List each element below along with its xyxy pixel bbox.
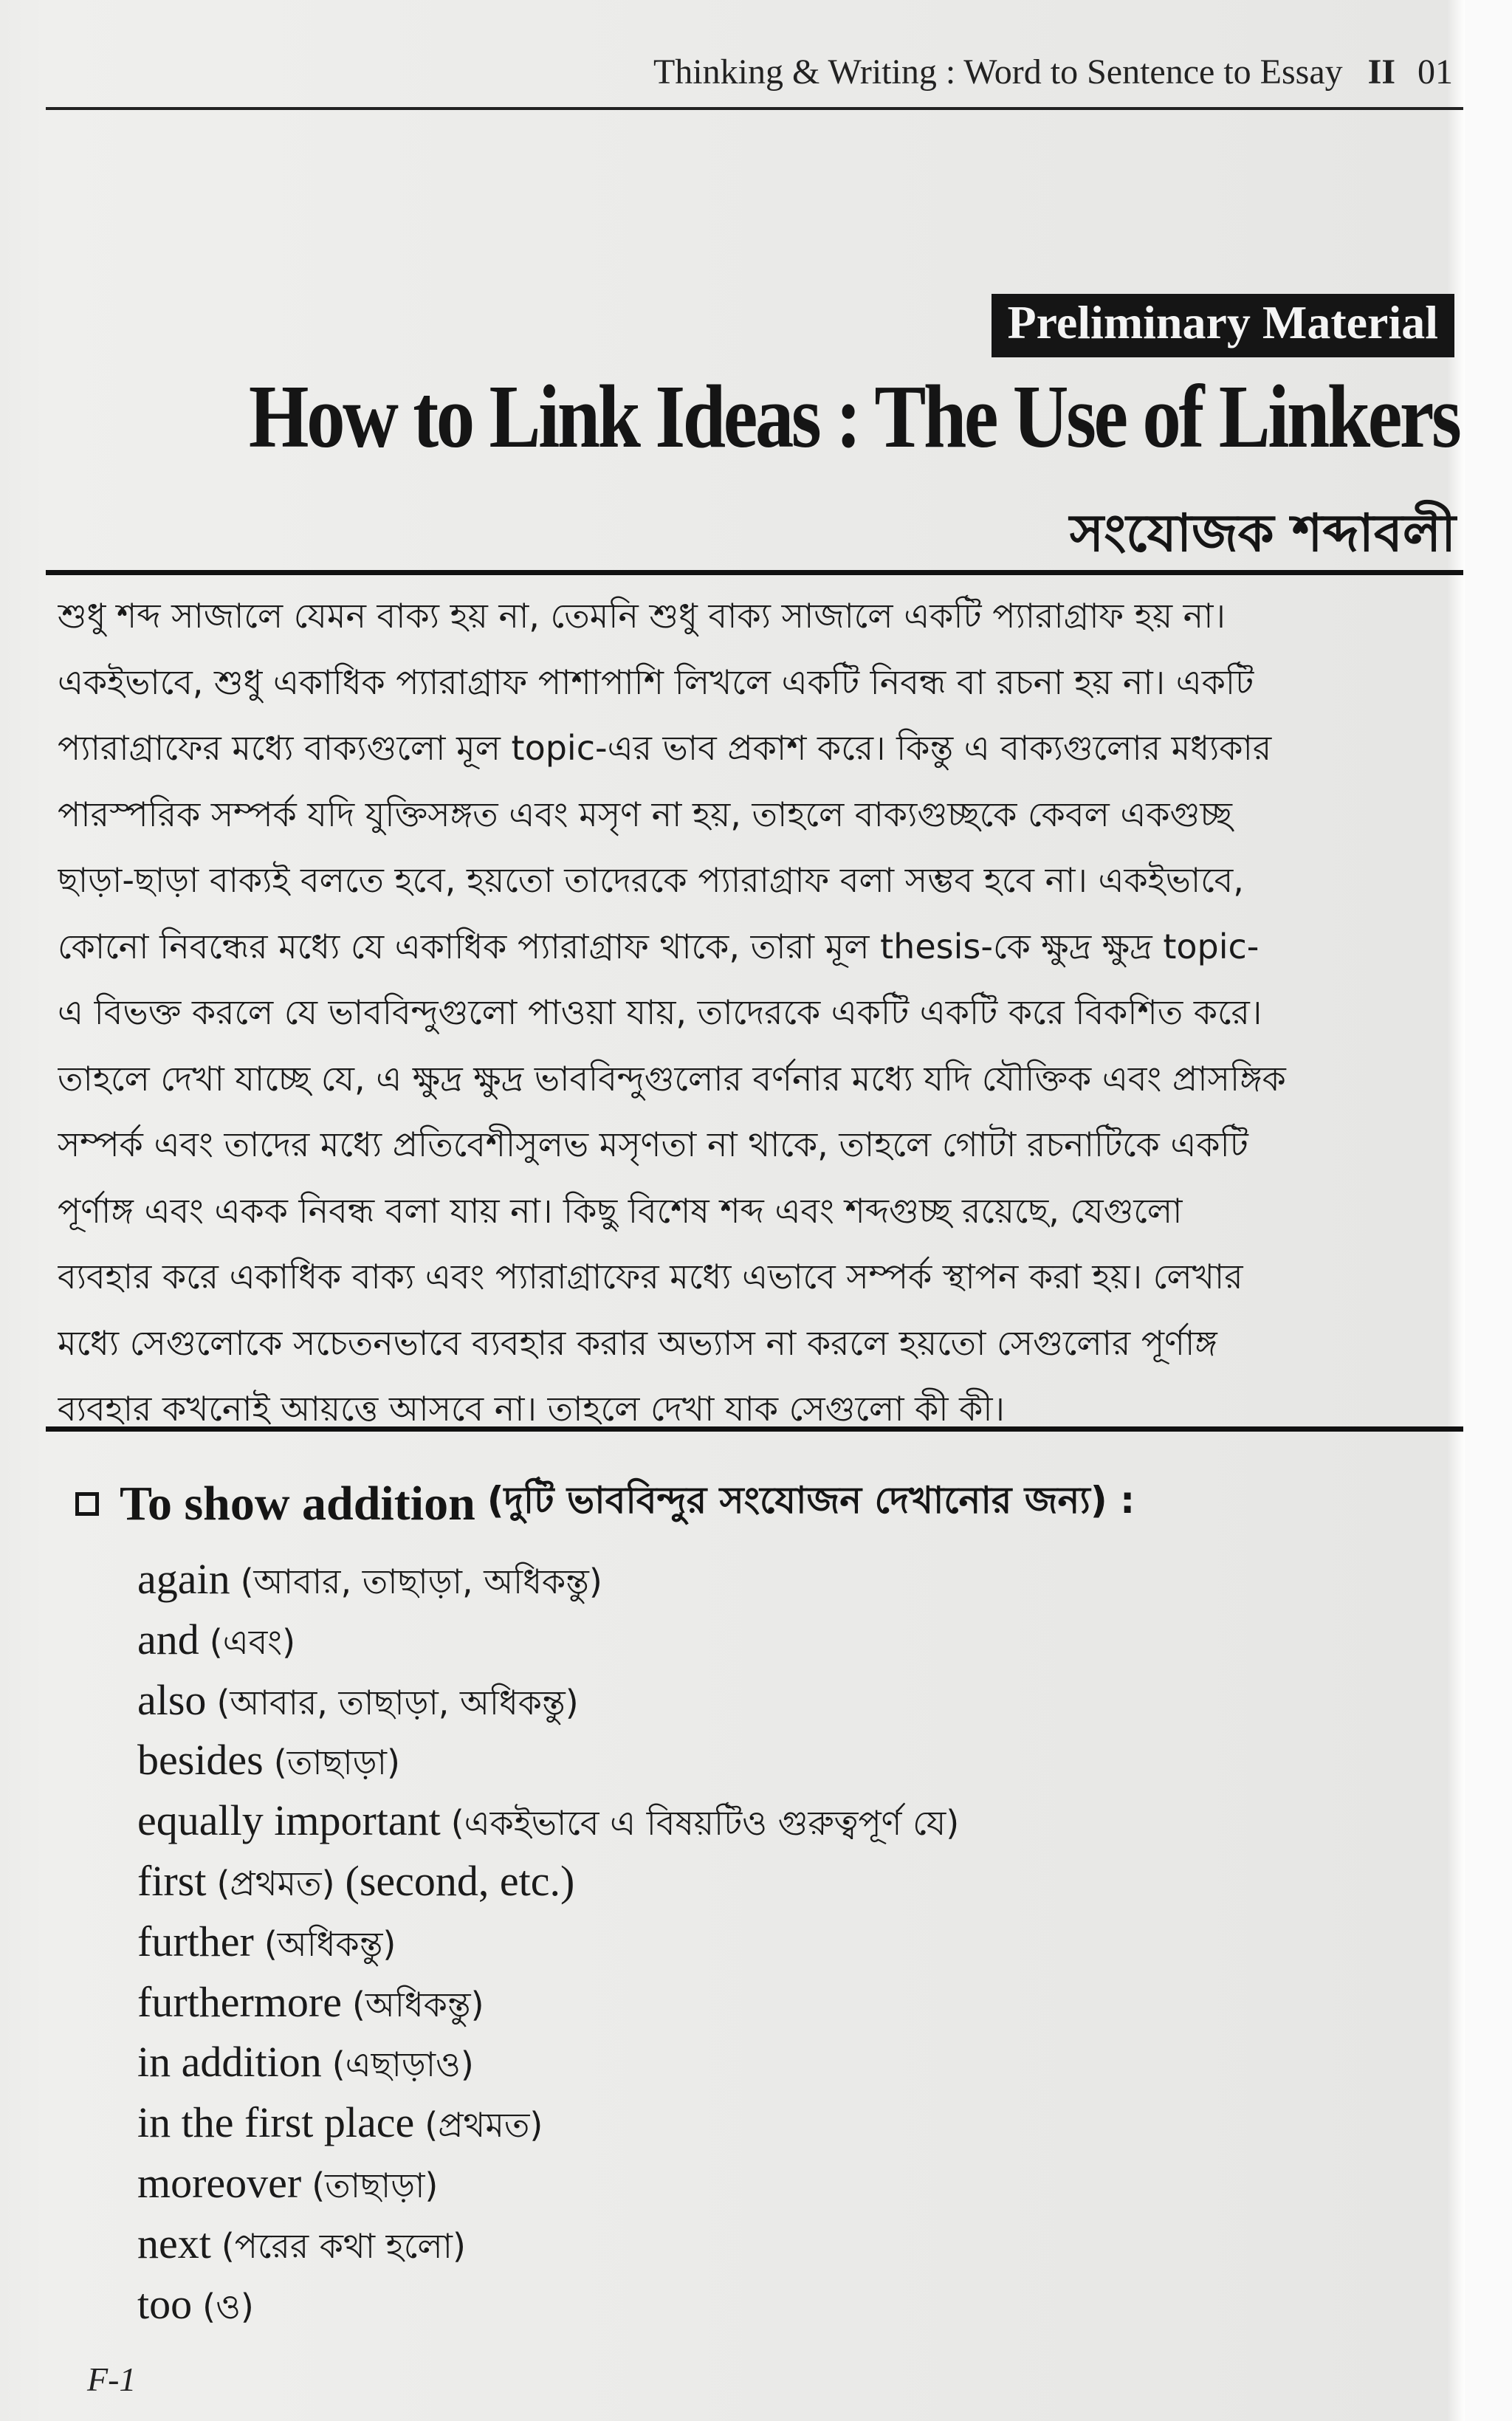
title-rule bbox=[46, 570, 1463, 575]
page-title: How to Link Ideas : The Use of Linkers bbox=[248, 367, 1459, 467]
linker-bengali: (ও) bbox=[202, 2286, 254, 2326]
running-header bbox=[44, 52, 1453, 92]
intro-line: তাহলে দেখা যাচ্ছে যে, এ ক্ষুদ্র ক্ষুদ্র ভাববিন্দুগুলোর বর্ণনার মধ্যে যদি যৌক্তিক এবং প্রাসঙ্গিক bbox=[58, 1058, 1286, 1099]
linker-english: equally important bbox=[137, 1796, 441, 1845]
intro-line: পূর্ণাঙ্গ এবং একক নিবন্ধ বলা যায় না। কিছু বিশেষ শব্দ এবং শব্দগুচ্ছ রয়েছে, যেগুলো bbox=[58, 1190, 1183, 1231]
linker-item bbox=[137, 1549, 959, 1610]
linker-bengali: (অধিকন্তু) bbox=[351, 1984, 484, 2025]
intro-line: মধ্যে সেগুলোকে সচেতনভাবে ব্যবহার করার অভ্যাস না করলে হয়তো সেগুলোর পূর্ণাঙ্গ bbox=[58, 1322, 1217, 1363]
section-heading-english: To show addition bbox=[120, 1476, 475, 1531]
linker-english: moreover bbox=[137, 2158, 302, 2207]
intro-line: শুধু শব্দ সাজালে যেমন বাক্য হয় না, তেমনি শুধু বাক্য সাজালে একটি প্যারাগ্রাফ হয় না। bbox=[58, 596, 1226, 636]
linker-item bbox=[137, 2032, 959, 2092]
intro-rule bbox=[46, 1426, 1463, 1432]
page-separator: II bbox=[1367, 52, 1395, 92]
linker-bengali: (তাছাড়া) bbox=[312, 2165, 439, 2205]
section-heading bbox=[75, 1473, 1135, 1534]
linker-english: also bbox=[137, 1675, 207, 1724]
intro-paragraph bbox=[58, 583, 1460, 1443]
linker-item bbox=[137, 1912, 959, 1972]
page-number: 01 bbox=[1418, 52, 1453, 92]
intro-line: একইভাবে, শুধু একাধিক প্যারাগ্রাফ পাশাপাশি লিখলে একটি নিবন্ধ বা রচনা হয় না। একটি bbox=[58, 662, 1254, 702]
linker-item bbox=[137, 2214, 959, 2274]
intro-line: কোনো নিবন্ধের মধ্যে যে একাধিক প্যারাগ্রাফ থাকে, তারা মূল thesis-কে ক্ষুদ্র ক্ষুদ্র topic- bbox=[58, 926, 1260, 966]
linker-item bbox=[137, 1730, 959, 1790]
linker-english: in the first place bbox=[137, 2098, 415, 2147]
linker-item bbox=[137, 1670, 959, 1731]
linker-bengali: (অধিকন্তু) bbox=[264, 1923, 396, 1964]
linker-english: next bbox=[137, 2219, 211, 2267]
linker-bengali: (আবার, তাছাড়া, অধিকন্তু) bbox=[216, 1682, 579, 1723]
section-heading-bengali: (দুটি ভাববিন্দুর সংযোজন দেখানোর জন্য) : bbox=[487, 1479, 1135, 1522]
linker-item bbox=[137, 2092, 959, 2153]
linker-bengali: (পরের কথা হলো) bbox=[221, 2225, 466, 2266]
page-edge bbox=[1465, 0, 1512, 2421]
linker-bengali: (এছাড়াও) bbox=[331, 2044, 474, 2085]
page-subtitle-bengali: সংযোজক শব্দাবলী bbox=[1069, 503, 1456, 563]
linker-english: besides bbox=[137, 1736, 264, 1785]
square-bullet-icon bbox=[75, 1492, 99, 1516]
signature-mark: F-1 bbox=[87, 2360, 137, 2398]
section-badge: Preliminary Material bbox=[992, 294, 1455, 357]
linker-item bbox=[137, 2274, 959, 2335]
linker-english: further bbox=[137, 1917, 254, 1965]
linker-english: first bbox=[137, 1856, 207, 1905]
linker-bengali: (তাছাড়া) bbox=[273, 1742, 400, 1783]
linker-item bbox=[137, 1972, 959, 2033]
linker-bengali: (আবার, তাছাড়া, অধিকন্তু) bbox=[240, 1562, 602, 1601]
running-title: Thinking & Writing : Word to Sentence to Essay bbox=[653, 52, 1343, 92]
linker-item bbox=[137, 1851, 959, 1912]
linker-bengali: (একইভাবে এ বিষয়টিও গুরুত্বপূর্ণ যে) bbox=[450, 1803, 960, 1844]
linker-english: in addition bbox=[137, 2038, 322, 2087]
intro-line: পারস্পরিক সম্পর্ক যদি যুক্তিসঙ্গত এবং মসৃণ না হয়, তাহলে বাক্যগুচ্ছকে কেবল একগুচ্ছ bbox=[58, 794, 1232, 834]
linker-item bbox=[137, 1610, 959, 1670]
linker-bengali: (প্রথমত) bbox=[216, 1863, 335, 1903]
linker-item bbox=[137, 2153, 959, 2214]
intro-line: সম্পর্ক এবং তাদের মধ্যে প্রতিবেশীসুলভ মসৃণতা না থাকে, তাহলে গোটা রচনাটিকে একটি bbox=[58, 1124, 1248, 1164]
intro-line: ব্যবহার করে একাধিক বাক্য এবং প্যারাগ্রাফের মধ্যে এভাবে সম্পর্ক স্থাপন করা হয়। লেখার bbox=[58, 1257, 1243, 1297]
intro-line: এ বিভক্ত করলে যে ভাববিন্দুগুলো পাওয়া যায়, তাদেরকে একটি একটি করে বিকশিত করে। bbox=[58, 992, 1262, 1032]
linker-english: too bbox=[137, 2279, 193, 2328]
linker-extra: (second, etc.) bbox=[345, 1856, 575, 1905]
linker-item bbox=[137, 1790, 959, 1851]
header-rule bbox=[46, 107, 1463, 110]
linker-english: furthermore bbox=[137, 1977, 342, 2026]
linker-english: again bbox=[137, 1555, 230, 1603]
linker-list bbox=[137, 1549, 959, 2334]
linker-bengali: (এবং) bbox=[209, 1621, 296, 1662]
intro-line: প্যারাগ্রাফের মধ্যে বাক্যগুলো মূল topic-এর ভাব প্রকাশ করে। কিন্তু এ বাক্যগুলোর মধ্যকার bbox=[58, 728, 1272, 768]
linker-bengali: (প্রথমত) bbox=[425, 2105, 543, 2146]
linker-english: and bbox=[137, 1615, 199, 1663]
intro-line: ব্যবহার কখনোই আয়ত্তে আসবে না। তাহলে দেখা যাক সেগুলো কী কী। bbox=[58, 1389, 1005, 1429]
intro-line: ছাড়া-ছাড়া বাক্যই বলতে হবে, হয়তো তাদেরকে প্যারাগ্রাফ বলা সম্ভব হবে না। একইভাবে, bbox=[58, 860, 1244, 900]
